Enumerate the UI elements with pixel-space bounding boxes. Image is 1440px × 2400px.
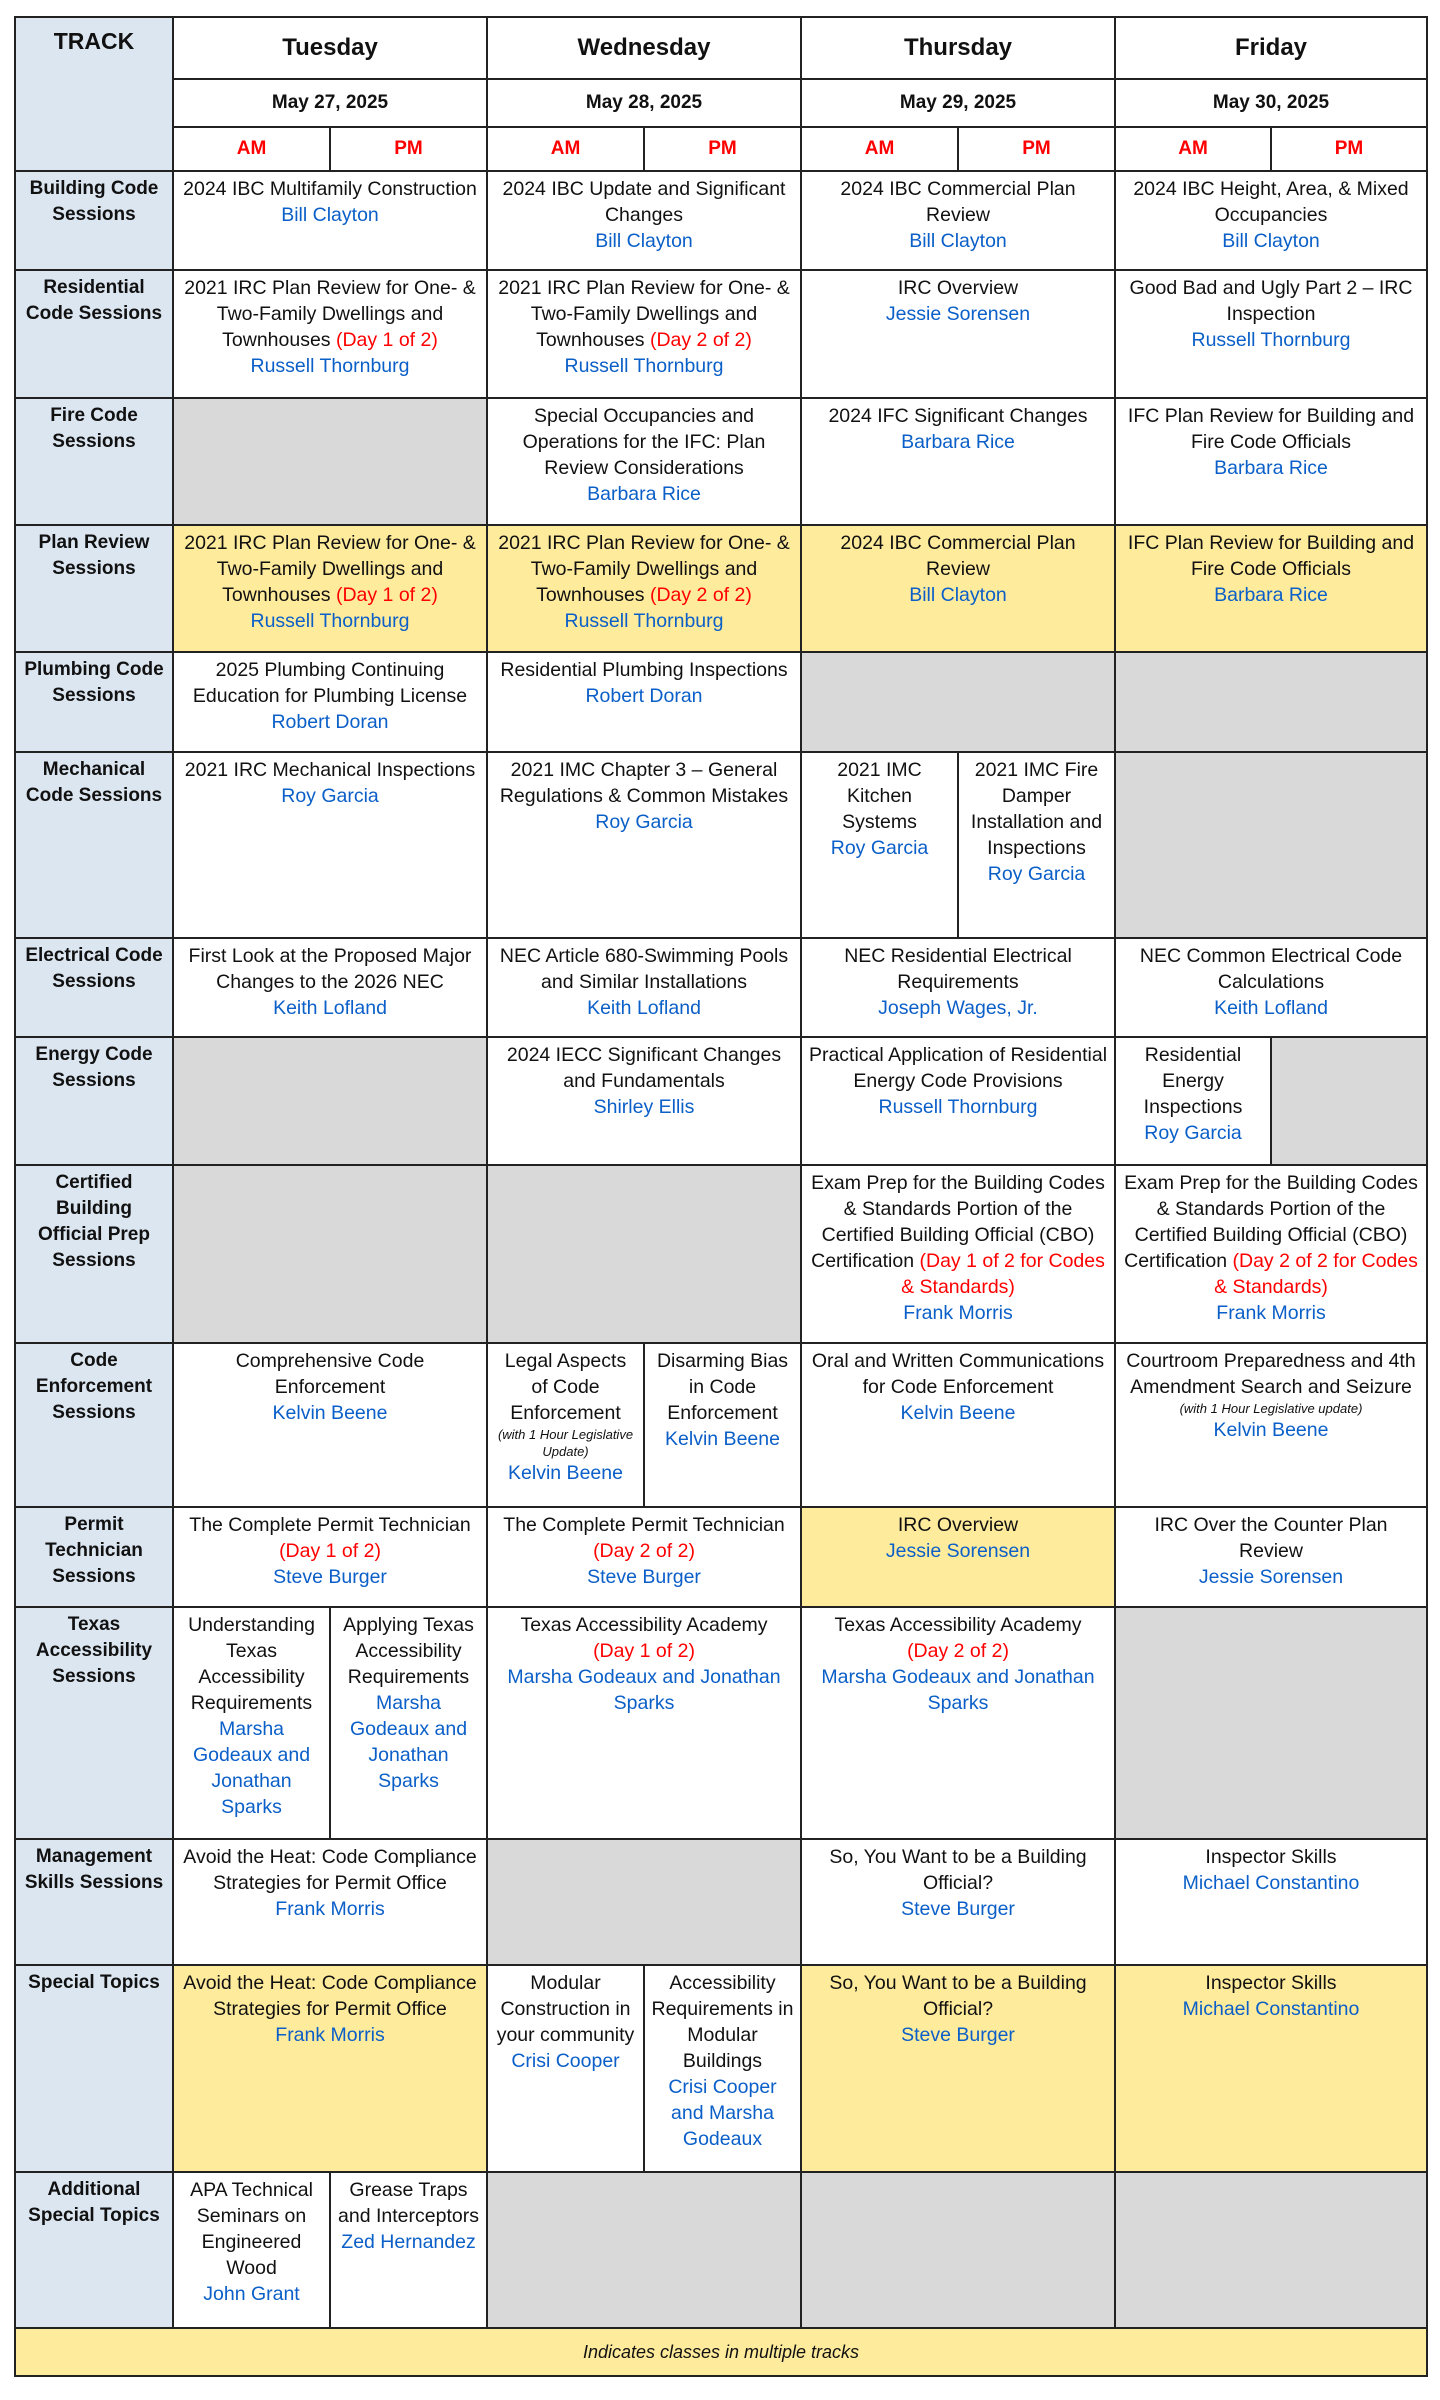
presenter-name: Keith Lofland	[273, 997, 387, 1019]
date-friday: May 30, 2025	[1115, 79, 1427, 127]
session-cell[interactable]	[958, 752, 1115, 938]
presenter-name: Crisi Cooper and Marsha Godeaux	[668, 2076, 777, 2150]
session-title: The Complete Permit Technician	[189, 1514, 471, 1536]
presenter-name: Roy Garcia	[1144, 1122, 1242, 1144]
legend-note: Indicates classes in multiple tracks	[15, 2328, 1427, 2376]
session-cell[interactable]	[173, 1607, 330, 1839]
session-cell[interactable]	[487, 1965, 644, 2172]
session-cell[interactable]	[801, 752, 958, 938]
presenter-name: Bill Clayton	[909, 230, 1007, 252]
session-cell[interactable]	[1115, 1165, 1427, 1343]
session-title: IRC Over the Counter Plan Review	[1154, 1514, 1388, 1562]
track-label: Code Enforcement Sessions	[15, 1343, 173, 1507]
presenter-name: Joseph Wages, Jr.	[878, 997, 1038, 1019]
presenter-name: Kelvin Beene	[272, 1402, 388, 1424]
session-title: Oral and Written Communications for Code Enforcement	[811, 1350, 1105, 1398]
date-thursday: May 29, 2025	[801, 79, 1115, 127]
presenter-name: Bill Clayton	[1222, 230, 1320, 252]
empty-slot	[1115, 1607, 1427, 1839]
session-cell[interactable]	[801, 1343, 1115, 1507]
session-title: Modular Construction in your community	[496, 1972, 635, 2046]
session-title: Residential Plumbing Inspections	[500, 659, 788, 681]
presenter-name: Robert Doran	[585, 685, 703, 707]
presenter-name: Kelvin Beene	[1213, 1419, 1329, 1441]
session-title: So, You Want to be a Building Official?	[829, 1972, 1087, 2020]
session-title: So, You Want to be a Building Official?	[829, 1846, 1087, 1894]
session-title: 2021 IRC Plan Review for One- & Two-Family Dwellings and Townhouses	[498, 532, 790, 606]
session-title: 2024 IBC Height, Area, & Mixed Occupancies	[1133, 178, 1409, 226]
session-cell[interactable]	[1115, 1343, 1427, 1507]
track-label: Electrical Code Sessions	[15, 938, 173, 1037]
day-marker: (Day 2 of 2 for Codes & Standards)	[1214, 1250, 1418, 1298]
day-marker: (Day 2 of 2)	[907, 1640, 1009, 1662]
empty-slot	[1115, 2172, 1427, 2328]
session-cell[interactable]	[801, 1165, 1115, 1343]
presenter-name: Bill Clayton	[595, 230, 693, 252]
presenter-name: Barbara Rice	[1214, 584, 1328, 606]
track-label: Texas Accessibility Sessions	[15, 1607, 173, 1839]
table-row	[15, 1343, 1427, 1507]
session-title: Accessibility Requirements in Modular Buildings	[651, 1972, 794, 2072]
session-title: 2021 IRC Plan Review for One- & Two-Family Dwellings and Townhouses	[184, 532, 476, 606]
presenter-name: Frank Morris	[275, 1898, 385, 1920]
presenter-name: Kelvin Beene	[900, 1402, 1016, 1424]
presenter-name: Steve Burger	[901, 2024, 1015, 2046]
track-label: Fire Code Sessions	[15, 398, 173, 525]
session-cell[interactable]	[1115, 171, 1427, 270]
track-label: Plan Review Sessions	[15, 525, 173, 652]
day-marker: (Day 1 of 2)	[335, 584, 438, 606]
session-cell[interactable]	[487, 1607, 801, 1839]
session-title: Grease Traps and Interceptors	[338, 2179, 479, 2227]
session-title: 2025 Plumbing Continuing Education for Plumbing License	[192, 659, 468, 707]
session-title: First Look at the Proposed Major Changes to the 2026 NEC	[188, 945, 472, 993]
day-header-tuesday: Tuesday	[173, 17, 487, 79]
session-title: IRC Overview	[897, 277, 1019, 299]
presenter-name: Robert Doran	[271, 711, 389, 733]
session-cell[interactable]	[173, 1507, 487, 1607]
presenter-name: Kelvin Beene	[665, 1428, 780, 1450]
session-title: 2024 IBC Commercial Plan Review	[840, 178, 1076, 226]
session-cell[interactable]	[1115, 1965, 1427, 2172]
day-marker: (Day 1 of 2)	[335, 329, 438, 351]
day-marker: (Day 1 of 2)	[593, 1640, 695, 1662]
table-row	[15, 1037, 1427, 1165]
track-header: TRACK	[15, 17, 173, 171]
session-cell[interactable]	[173, 1343, 487, 1507]
day-marker: (Day 1 of 2)	[279, 1540, 381, 1562]
session-cell[interactable]	[644, 1965, 801, 2172]
session-cell[interactable]	[330, 1607, 487, 1839]
pm-label: PM	[958, 127, 1115, 171]
table-row	[15, 1965, 1427, 2172]
session-title: 2024 IFC Significant Changes	[828, 405, 1088, 427]
table-row	[15, 398, 1427, 525]
presenter-name: Marsha Godeaux and Jonathan Sparks	[507, 1666, 781, 1714]
session-cell[interactable]	[644, 1343, 801, 1507]
track-label: Energy Code Sessions	[15, 1037, 173, 1165]
session-cell[interactable]	[487, 1507, 801, 1607]
date-wednesday: May 28, 2025	[487, 79, 801, 127]
day-header-friday: Friday	[1115, 17, 1427, 79]
session-cell[interactable]	[487, 1037, 801, 1165]
empty-slot	[1115, 752, 1427, 938]
empty-slot	[173, 1165, 487, 1343]
presenter-name: Barbara Rice	[587, 483, 701, 505]
session-cell[interactable]	[173, 1965, 487, 2172]
track-label: Certified Building Official Prep Sessions	[15, 1165, 173, 1343]
session-cell[interactable]	[173, 938, 487, 1037]
session-cell[interactable]	[487, 270, 801, 398]
session-cell[interactable]	[1115, 270, 1427, 398]
session-cell[interactable]	[487, 652, 801, 752]
session-cell[interactable]	[487, 938, 801, 1037]
presenter-name: Kelvin Beene	[508, 1462, 623, 1484]
am-label: AM	[801, 127, 958, 171]
session-title: 2024 IECC Significant Changes and Fundamentals	[506, 1044, 782, 1092]
session-title: 2024 IBC Multifamily Construction	[183, 178, 477, 200]
presenter-name: Roy Garcia	[281, 785, 379, 807]
am-label: AM	[1115, 127, 1271, 171]
session-cell[interactable]	[801, 1839, 1115, 1965]
table-row	[15, 171, 1427, 270]
session-title: Exam Prep for the Building Codes & Standards Portion of the Certified Building Official (CBO) Certification	[811, 1172, 1105, 1272]
table-row	[15, 1165, 1427, 1343]
track-label: Residential Code Sessions	[15, 270, 173, 398]
presenter-name: Michael Constantino	[1182, 1872, 1360, 1894]
session-cell[interactable]	[801, 1965, 1115, 2172]
empty-slot	[173, 1037, 487, 1165]
presenter-name: Jessie Sorensen	[885, 1540, 1031, 1562]
presenter-name: Keith Lofland	[587, 997, 701, 1019]
session-cell[interactable]	[487, 171, 801, 270]
pm-label: PM	[330, 127, 487, 171]
presenter-name: Jessie Sorensen	[1198, 1566, 1344, 1588]
date-tuesday: May 27, 2025	[173, 79, 487, 127]
day-marker: (Day 2 of 2)	[649, 584, 752, 606]
session-cell[interactable]	[173, 1839, 487, 1965]
table-row	[15, 1839, 1427, 1965]
table-row	[15, 1507, 1427, 1607]
session-cell[interactable]	[801, 525, 1115, 652]
presenter-name: Zed Hernandez	[341, 2231, 476, 2253]
presenter-name: Steve Burger	[901, 1898, 1015, 1920]
presenter-name: Bill Clayton	[909, 584, 1007, 606]
session-cell[interactable]	[1115, 1037, 1271, 1165]
presenter-name: Marsha Godeaux and Jonathan Sparks	[821, 1666, 1095, 1714]
session-title: Understanding Texas Accessibility Requirements	[188, 1614, 315, 1714]
session-cell[interactable]	[801, 270, 1115, 398]
empty-slot	[487, 2172, 801, 2328]
session-cell[interactable]	[1115, 938, 1427, 1037]
session-title: Comprehensive Code Enforcement	[235, 1350, 425, 1398]
session-cell[interactable]	[1115, 1507, 1427, 1607]
session-title: IFC Plan Review for Building and Fire Code Officials	[1127, 532, 1415, 580]
session-title: 2024 IBC Update and Significant Changes	[502, 178, 786, 226]
session-title: Special Occupancies and Operations for the IFC: Plan Review Considerations	[522, 405, 766, 479]
presenter-name: Marsha Godeaux and Jonathan Sparks	[192, 1718, 311, 1818]
empty-slot	[173, 398, 487, 525]
session-cell[interactable]	[801, 171, 1115, 270]
session-title: Texas Accessibility Academy	[520, 1614, 768, 1636]
session-title: Avoid the Heat: Code Compliance Strategies for Permit Office	[183, 1846, 477, 1894]
session-title: IFC Plan Review for Building and Fire Code Officials	[1127, 405, 1415, 453]
session-cell[interactable]	[173, 270, 487, 398]
session-cell[interactable]	[173, 652, 487, 752]
session-title: 2021 IRC Plan Review for One- & Two-Family Dwellings and Townhouses	[498, 277, 790, 351]
session-title: 2021 IMC Kitchen Systems	[837, 759, 922, 833]
session-title: NEC Article 680-Swimming Pools and Similar Installations	[499, 945, 789, 993]
empty-slot	[801, 2172, 1115, 2328]
presenter-name: Barbara Rice	[1214, 457, 1328, 479]
session-title: 2021 IRC Plan Review for One- & Two-Family Dwellings and Townhouses	[184, 277, 476, 351]
table-row	[15, 652, 1427, 752]
track-label: Management Skills Sessions	[15, 1839, 173, 1965]
session-note: (with 1 Hour Legislative Update)	[497, 1427, 634, 1459]
session-cell[interactable]	[1115, 525, 1427, 652]
presenter-name: Russell Thornburg	[250, 610, 410, 632]
presenter-name: Michael Constantino	[1182, 1998, 1360, 2020]
session-cell[interactable]	[173, 752, 487, 938]
table-row	[15, 525, 1427, 652]
session-cell[interactable]	[801, 938, 1115, 1037]
day-marker: (Day 1 of 2 for Codes & Standards)	[901, 1250, 1105, 1298]
presenter-name: Russell Thornburg	[564, 610, 724, 632]
am-label: AM	[173, 127, 330, 171]
presenter-name: Russell Thornburg	[250, 355, 410, 377]
session-title: NEC Common Electrical Code Calculations	[1139, 945, 1403, 993]
session-title: 2024 IBC Commercial Plan Review	[840, 532, 1076, 580]
session-title: Texas Accessibility Academy	[834, 1614, 1082, 1636]
presenter-name: Frank Morris	[1216, 1302, 1326, 1324]
session-cell[interactable]	[1115, 1839, 1427, 1965]
session-cell[interactable]	[801, 1607, 1115, 1839]
session-cell[interactable]	[801, 1037, 1115, 1165]
session-cell[interactable]	[173, 171, 487, 270]
session-title: APA Technical Seminars on Engineered Wood	[190, 2179, 313, 2279]
session-title: Inspector Skills	[1205, 1846, 1337, 1868]
table-row	[15, 2172, 1427, 2328]
table-row	[15, 1607, 1427, 1839]
session-cell[interactable]	[173, 525, 487, 652]
session-title: Good Bad and Ugly Part 2 – IRC Inspection	[1129, 277, 1413, 325]
presenter-name: Frank Morris	[903, 1302, 1013, 1324]
empty-slot	[487, 1165, 801, 1343]
presenter-name: Steve Burger	[273, 1566, 387, 1588]
presenter-name: Shirley Ellis	[593, 1096, 695, 1118]
session-title: Avoid the Heat: Code Compliance Strategies for Permit Office	[183, 1972, 477, 2020]
session-title: 2021 IMC Fire Damper Installation and Inspections	[970, 759, 1103, 859]
session-cell[interactable]	[801, 1507, 1115, 1607]
day-header-wednesday: Wednesday	[487, 17, 801, 79]
presenter-name: Russell Thornburg	[1191, 329, 1351, 351]
schedule-table	[14, 16, 1428, 2377]
session-cell[interactable]	[1115, 398, 1427, 525]
pm-label: PM	[1271, 127, 1427, 171]
session-title: The Complete Permit Technician	[503, 1514, 785, 1536]
session-title: Legal Aspects of Code Enforcement	[504, 1350, 627, 1424]
empty-slot	[1271, 1037, 1427, 1165]
session-cell[interactable]	[330, 2172, 487, 2328]
day-marker: (Day 2 of 2)	[649, 329, 752, 351]
track-label: Additional Special Topics	[15, 2172, 173, 2328]
empty-slot	[801, 652, 1115, 752]
presenter-name: Barbara Rice	[901, 431, 1015, 453]
session-title: Disarming Bias in Code Enforcement	[656, 1350, 789, 1424]
session-title: IRC Overview	[897, 1514, 1019, 1536]
session-cell[interactable]	[487, 1343, 644, 1507]
track-label: Mechanical Code Sessions	[15, 752, 173, 938]
pm-label: PM	[644, 127, 801, 171]
am-label: AM	[487, 127, 644, 171]
day-marker: (Day 2 of 2)	[593, 1540, 695, 1562]
session-title: Exam Prep for the Building Codes & Standards Portion of the Certified Building Official (CBO) Certification	[1124, 1172, 1418, 1272]
presenter-name: Bill Clayton	[281, 204, 379, 226]
presenter-name: Keith Lofland	[1214, 997, 1328, 1019]
empty-slot	[1115, 652, 1427, 752]
presenter-name: John Grant	[203, 2283, 300, 2305]
session-cell[interactable]	[487, 398, 801, 525]
session-title: 2021 IMC Chapter 3 – General Regulations & Common Mistakes	[499, 759, 789, 807]
presenter-name: Frank Morris	[275, 2024, 385, 2046]
presenter-name: Russell Thornburg	[564, 355, 724, 377]
session-title: Residential Energy Inspections	[1143, 1044, 1243, 1118]
session-title: Inspector Skills	[1205, 1972, 1337, 1994]
presenter-name: Roy Garcia	[830, 837, 929, 859]
presenter-name: Jessie Sorensen	[885, 303, 1031, 325]
session-title: 2021 IRC Mechanical Inspections	[184, 759, 476, 781]
day-header-thursday: Thursday	[801, 17, 1115, 79]
session-cell[interactable]	[801, 398, 1115, 525]
session-title: NEC Residential Electrical Requirements	[844, 945, 1072, 993]
presenter-name: Crisi Cooper	[511, 2050, 620, 2072]
session-title: Practical Application of Residential Energy Code Provisions	[808, 1044, 1108, 1092]
track-label: Permit Technician Sessions	[15, 1507, 173, 1607]
session-note: (with 1 Hour Legislative update)	[1179, 1401, 1363, 1416]
table-row	[15, 752, 1427, 938]
table-row	[15, 938, 1427, 1037]
presenter-name: Steve Burger	[587, 1566, 701, 1588]
empty-slot	[487, 1839, 801, 1965]
presenter-name: Russell Thornburg	[878, 1096, 1038, 1118]
track-label: Plumbing Code Sessions	[15, 652, 173, 752]
track-label: Building Code Sessions	[15, 171, 173, 270]
presenter-name: Marsha Godeaux and Jonathan Sparks	[349, 1692, 468, 1792]
session-cell[interactable]	[173, 2172, 330, 2328]
session-title: Applying Texas Accessibility Requirements	[343, 1614, 474, 1688]
table-row	[15, 270, 1427, 398]
track-label: Special Topics	[15, 1965, 173, 2172]
presenter-name: Roy Garcia	[595, 811, 693, 833]
session-cell[interactable]	[487, 752, 801, 938]
session-title: Courtroom Preparedness and 4th Amendment Search and Seizure	[1126, 1350, 1416, 1398]
session-cell[interactable]	[487, 525, 801, 652]
presenter-name: Roy Garcia	[987, 863, 1086, 885]
